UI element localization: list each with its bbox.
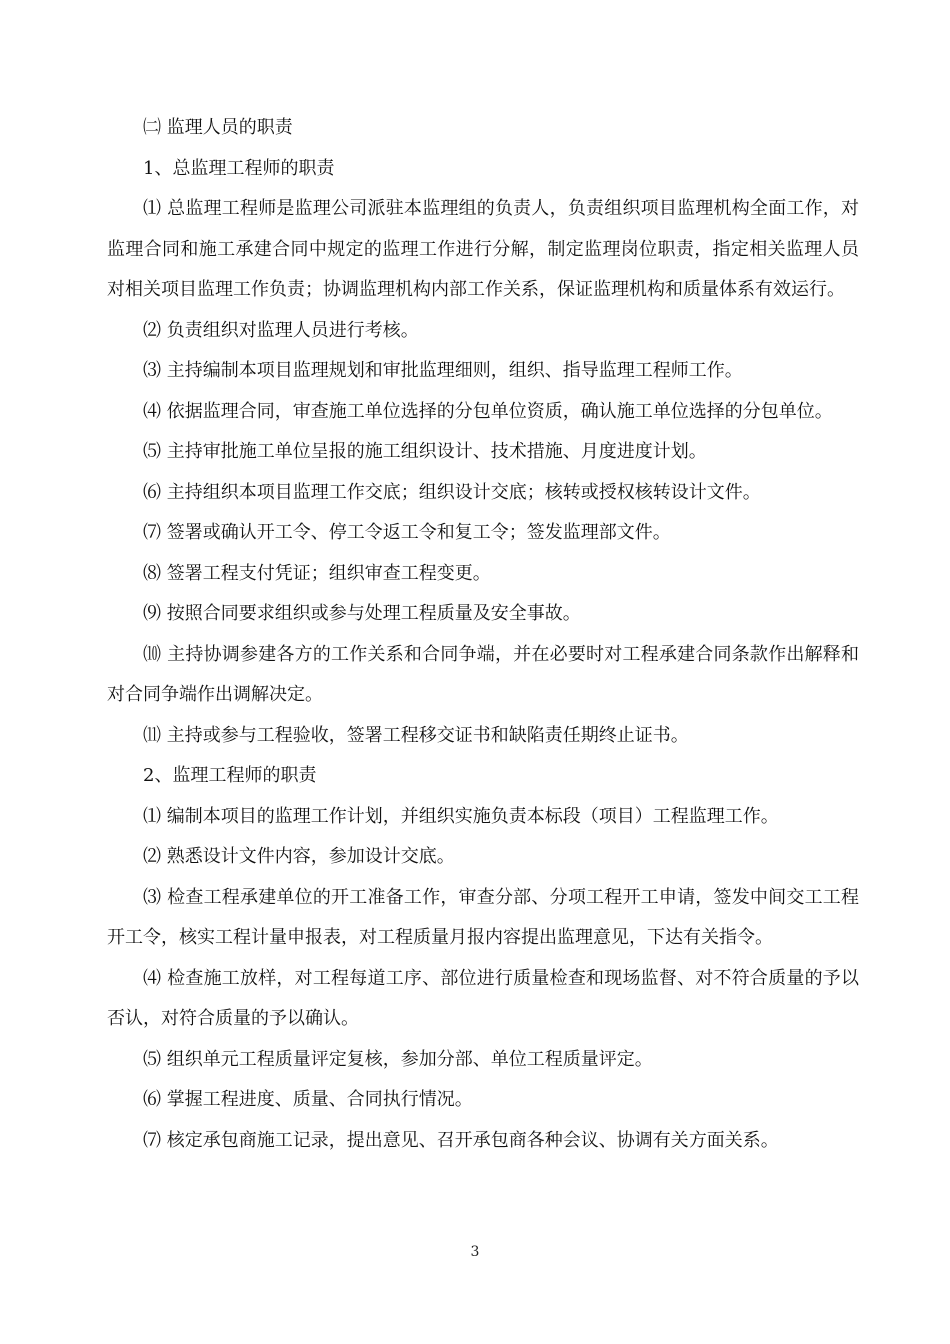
section-title: ㈡ 监理人员的职责 (143, 117, 293, 138)
engineer-duty-1: ⑴ 编制本项目的监理工作计划，并组织实施负责本标段（项目）工程监理工作。 (143, 805, 779, 827)
chief-duty-3: ⑶ 主持编制本项目监理规划和审批监理细则，组织、指导监理工程师工作。 (143, 360, 743, 381)
engineer-duty-3: ⑶ 检查工程承建单位的开工准备工作，审查分部、分项工程开工申请，签发中间交工工程开工令，核实工程计量申报表，对工程质量月报内容提出监理意见，下达有关指令。 (107, 886, 859, 948)
engineer-duty-4: ⑷ 检查施工放样，对工程每道工序、部位进行质量检查和现场监督、对不符合质量的予以否认，对符合质量的予以确认。 (107, 967, 859, 1029)
chief-duty-9: ⑼ 按照合同要求组织或参与处理工程质量及安全事故。 (143, 603, 581, 624)
chief-duty-5: ⑸ 主持审批施工单位呈报的施工组织设计、技术措施、月度进度计划。 (143, 441, 707, 462)
engineer-duty-2: ⑵ 熟悉设计文件内容，参加设计交底。 (143, 846, 455, 867)
page-number: 3 (470, 1244, 480, 1260)
engineer-duty-6: ⑹ 掌握工程进度、质量、合同执行情况。 (143, 1089, 473, 1110)
supervising-engineer-heading: 2、监理工程师的职责 (143, 765, 317, 786)
chief-duty-1: ⑴ 总监理工程师是监理公司派驻本监理组的负责人，负责组织项目监理机构全面工作，对监理合同和施工承建合同中规定的监理工作进行分解，制定监理岗位职责，指定相关监理人员对相关项目监理工作负责；协调监理机构内部工作关系，保证监理机构和质量体系有效运行。 (107, 198, 859, 300)
chief-duty-2: ⑵ 负责组织对监理人员进行考核。 (143, 319, 419, 341)
chief-engineer-heading: 1、总监理工程师的职责 (143, 157, 335, 179)
chief-duty-11: ⑾ 主持或参与工程验收，签署工程移交证书和缺陷责任期终止证书。 (143, 724, 689, 746)
chief-duty-4: ⑷ 依据监理合同，审查施工单位选择的分包单位资质，确认施工单位选择的分包单位。 (143, 400, 833, 422)
chief-duty-8: ⑻ 签署工程支付凭证；组织审查工程变更。 (143, 562, 491, 584)
document-body (107, 108, 859, 1161)
chief-duty-6: ⑹ 主持组织本项目监理工作交底；组织设计交底；核转或授权核转设计文件。 (143, 481, 761, 503)
engineer-duty-5: ⑸ 组织单元工程质量评定复核，参加分部、单位工程质量评定。 (143, 1048, 653, 1070)
engineer-duty-7: ⑺ 核定承包商施工记录，提出意见、召开承包商各种会议、协调有关方面关系。 (143, 1129, 779, 1151)
chief-duty-7: ⑺ 签署或确认开工令、停工令返工令和复工令；签发监理部文件。 (143, 522, 671, 543)
chief-duty-10: ⑽ 主持协调参建各方的工作关系和合同争端，并在必要时对工程承建合同条款作出解释和对合同争端作出调解决定。 (107, 643, 859, 705)
